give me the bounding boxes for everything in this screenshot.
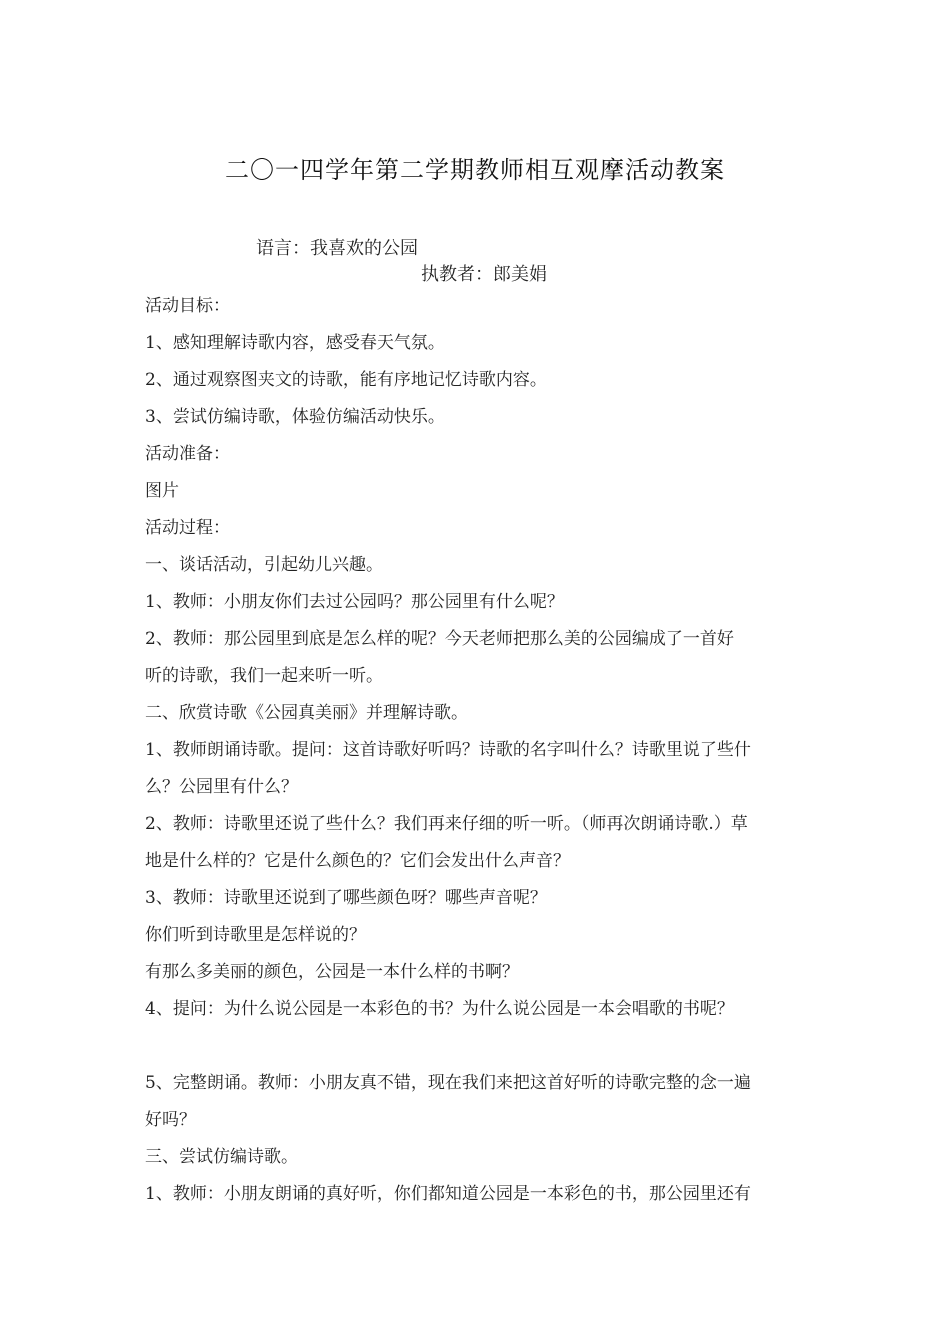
body-line: 2、教师：诗歌里还说了些什么？我们再来仔细的听一听。（师再次朗诵诗歌.）草 [145, 814, 748, 834]
body-line: 一、谈话活动，引起幼儿兴趣。 [145, 555, 383, 575]
body-line: 1、教师：小朋友朗诵的真好听，你们都知道公园是一本彩色的书，那公园里还有 [145, 1184, 751, 1204]
body-line: 么？公园里有什么？ [145, 777, 298, 797]
body-line: 听的诗歌，我们一起来听一听。 [145, 666, 383, 686]
body-line: 2、通过观察图夹文的诗歌，能有序地记忆诗歌内容。 [145, 370, 547, 390]
body-line: 二、欣赏诗歌《公园真美丽》并理解诗歌。 [145, 703, 468, 723]
document-body [145, 288, 810, 1213]
body-line: 4、提问：为什么说公园是一本彩色的书？为什么说公园是一本会唱歌的书呢？ [145, 999, 734, 1019]
body-line: 5、完整朗诵。教师：小朋友真不错，现在我们来把这首好听的诗歌完整的念一遍 [145, 1073, 751, 1093]
teacher-line: 执教者：郎美娟 [421, 264, 547, 285]
body-line: 图片 [145, 481, 179, 501]
body-line: 活动准备： [145, 444, 230, 464]
body-line: 2、教师：那公园里到底是怎么样的呢？今天老师把那么美的公园编成了一首好 [145, 629, 734, 649]
body-line: 三、尝试仿编诗歌。 [145, 1147, 298, 1167]
body-line: 3、教师：诗歌里还说到了哪些颜色呀？哪些声音呢？ [145, 888, 547, 908]
body-line: 好吗？ [145, 1110, 196, 1130]
lesson-subtitle: 语言：我喜欢的公园 [256, 238, 418, 259]
body-line: 3、尝试仿编诗歌，体验仿编活动快乐。 [145, 407, 445, 427]
body-line: 你们听到诗歌里是怎样说的？ [145, 925, 366, 945]
body-line: 1、教师：小朋友你们去过公园吗？那公园里有什么呢？ [145, 592, 564, 612]
blank-line [145, 1028, 810, 1065]
body-line: 活动过程： [145, 518, 230, 538]
body-line: 有那么多美丽的颜色，公园是一本什么样的书啊？ [145, 962, 519, 982]
body-line: 地是什么样的？它是什么颜色的？它们会发出什么声音？ [145, 851, 570, 871]
body-line: 活动目标： [145, 296, 230, 316]
document-title: 二〇一四学年第二学期教师相互观摩活动教案 [225, 156, 725, 184]
body-line: 1、感知理解诗歌内容，感受春天气氛。 [145, 333, 445, 353]
body-line: 1、教师朗诵诗歌。提问：这首诗歌好听吗？诗歌的名字叫什么？诗歌里说了些什 [145, 740, 751, 760]
